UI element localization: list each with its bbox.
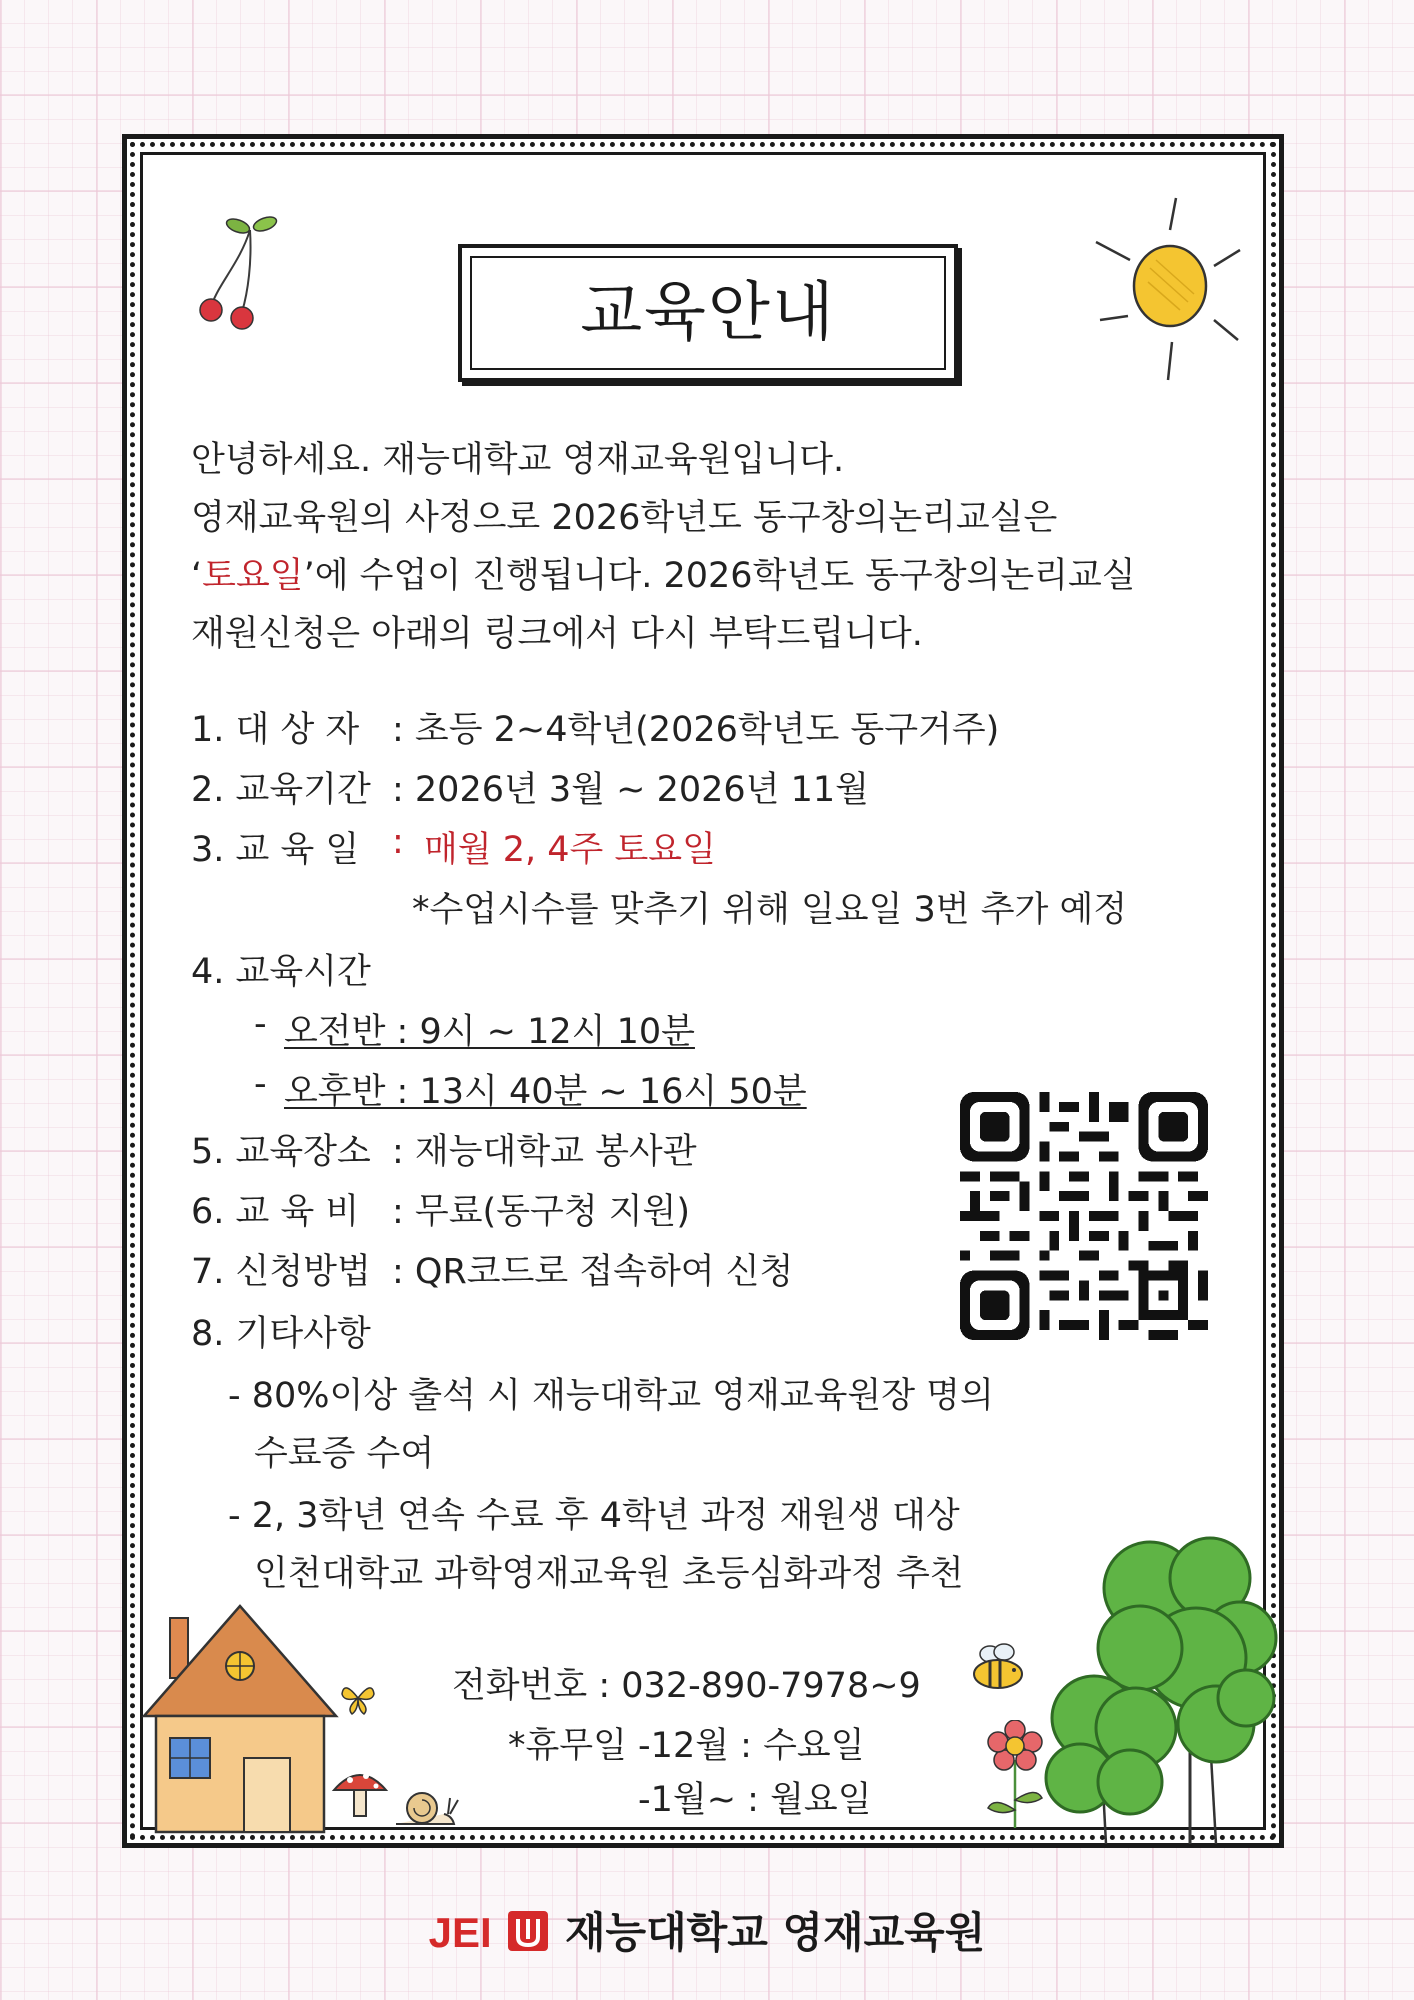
jei-logo: JEI xyxy=(428,1909,492,1956)
item-fee-label: 6. 교 육 비 xyxy=(191,1192,360,1232)
intro-line-2: 영재교육원의 사정으로 2026학년도 동구창의논리교실은 xyxy=(191,498,1058,538)
footer-org-name: 재능대학교 영재교육원 xyxy=(564,1908,986,1957)
bee-icon xyxy=(966,1640,1030,1696)
snail-icon xyxy=(392,1780,462,1830)
contact-phone: 전화번호 : 032-890-7978~9 xyxy=(452,1666,921,1706)
item-fee-value: : 무료(동구청 지원) xyxy=(392,1192,691,1232)
item-time-am: 오전반 : 9시 ~ 12시 10분 xyxy=(284,1012,695,1052)
intro-line-1: 안녕하세요. 재능대학교 영재교육원입니다. xyxy=(191,440,845,480)
item-apply-value: : QR코드로 접속하여 신청 xyxy=(392,1252,794,1292)
sun-icon xyxy=(1090,190,1250,390)
item-target-value: : 초등 2~4학년(2026학년도 동구거주) xyxy=(392,710,1000,750)
item-etc-1b: 수료증 수여 xyxy=(254,1434,435,1474)
item-apply-label: 7. 신청방법 xyxy=(191,1252,371,1292)
mushroom-icon xyxy=(330,1760,390,1820)
qr-code[interactable] xyxy=(960,1092,1208,1340)
intro-line-4: 재원신청은 아래의 링크에서 다시 부탁드립니다. xyxy=(191,614,923,654)
item-day-value: 매월 2, 4주 토요일 xyxy=(424,830,716,870)
item-time-pm-dash: - xyxy=(254,1064,267,1104)
item-etc-2a: - 2, 3학년 연속 수료 후 4학년 과정 재원생 대상 xyxy=(228,1496,960,1536)
item-target-label: 1. 대 상 자 xyxy=(191,710,360,750)
jei-logo-mark xyxy=(506,1909,550,1953)
tree-icon xyxy=(1040,1528,1278,1846)
butterfly-icon xyxy=(338,1678,378,1718)
item-time-pm: 오후반 : 13시 40분 ~ 16시 50분 xyxy=(284,1072,807,1112)
footer-logo xyxy=(0,1900,1414,1960)
item-day-label: 3. 교 육 일 xyxy=(191,830,360,870)
contact-holiday-2: -1월~ : 월요일 xyxy=(638,1780,872,1820)
item-etc-1a: - 80%이상 출석 시 재능대학교 영재교육원장 명의 xyxy=(228,1376,994,1416)
house-icon xyxy=(140,1598,340,1834)
cherry-icon xyxy=(190,212,290,332)
item-time-label: 4. 교육시간 xyxy=(191,952,371,992)
item-etc-2b: 인천대학교 과학영재교육원 초등심화과정 추천 xyxy=(254,1554,964,1594)
contact-holiday-1: *휴무일 -12월 : 수요일 xyxy=(508,1726,865,1766)
page-title: 교육안내 xyxy=(580,276,836,350)
item-time-am-dash: - xyxy=(254,1004,267,1044)
item-day-colon: : xyxy=(392,822,404,862)
item-day-note: *수업시수를 맞추기 위해 일요일 3번 추가 예정 xyxy=(412,890,1128,930)
intro-line-3-rest: ’에 수업이 진행됩니다. 2026학년도 동구창의논리교실 xyxy=(303,556,1136,596)
item-period-value: : 2026년 3월 ~ 2026년 11월 xyxy=(392,770,869,810)
intro-line-3 xyxy=(191,548,1136,598)
item-place-value: : 재능대학교 봉사관 xyxy=(392,1132,697,1172)
intro-quote-open: ‘ xyxy=(191,556,203,596)
intro-saturday-highlight: 토요일 xyxy=(202,556,304,596)
item-period-label: 2. 교육기간 xyxy=(191,770,371,810)
item-etc-label: 8. 기타사항 xyxy=(191,1314,371,1354)
item-place-label: 5. 교육장소 xyxy=(191,1132,371,1172)
